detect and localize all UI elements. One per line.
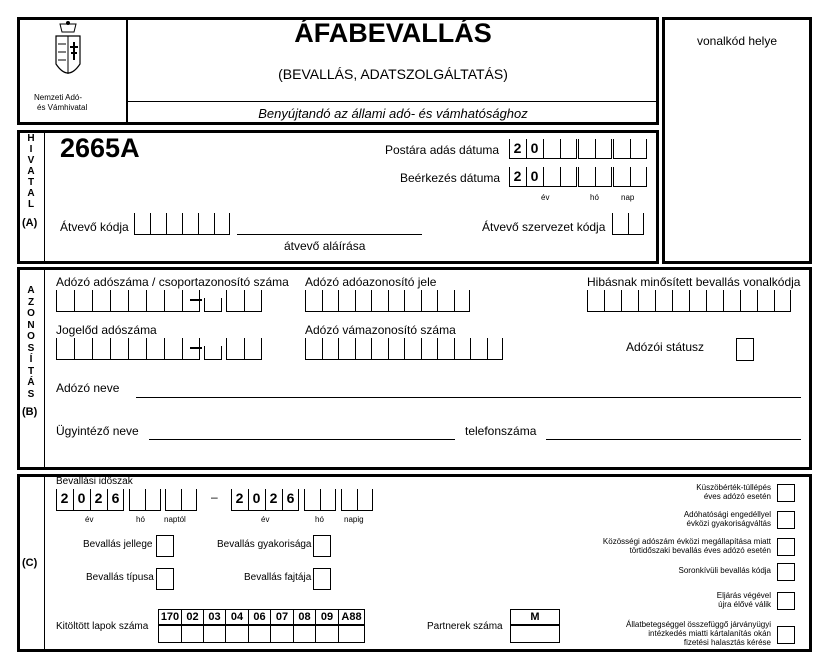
receiver-signature-label: átvevő aláírása (284, 239, 366, 253)
period-label: Bevallási időszak (56, 476, 133, 487)
date-year-cell-digit: 0 (530, 168, 539, 184)
tax-number-cell[interactable] (182, 290, 200, 312)
tax-id-cell[interactable] (421, 290, 438, 312)
tax-number-cell[interactable] (110, 290, 128, 312)
right-check-label: fizetési halasztás kérése (683, 638, 771, 647)
side-letter: S (27, 388, 35, 400)
submit-divider (127, 101, 657, 102)
error-barcode-cell[interactable] (689, 290, 706, 312)
predecessor-cell[interactable] (56, 338, 74, 360)
error-barcode-label: Hibásnak minősített bevallás vonalkódja (587, 275, 801, 289)
customs-id-cell[interactable] (322, 338, 339, 360)
period-to-day-cell[interactable] (341, 489, 357, 511)
receiver-code-cell[interactable] (150, 213, 166, 235)
tax-id-cell[interactable] (388, 290, 405, 312)
error-barcode-cell[interactable] (587, 290, 604, 312)
customs-id-cell[interactable] (305, 338, 322, 360)
period-to-month-label: hó (315, 515, 324, 524)
receiver-signature-line[interactable] (237, 234, 422, 235)
period-to-day-label: napig (344, 515, 364, 524)
predecessor-cell[interactable] (92, 338, 110, 360)
side-letter: L (27, 199, 35, 210)
customs-id-cell[interactable] (355, 338, 372, 360)
right-check-label: törtidőszaki bevallás éves adózó esetén (629, 546, 771, 555)
tax-number-region-cell[interactable] (244, 290, 262, 312)
customs-id-cell[interactable] (470, 338, 487, 360)
date-month-cell[interactable] (595, 167, 612, 187)
right-check-label: Állatbetegséggel összefüggő járványügyi (626, 620, 771, 629)
tax-id-cell[interactable] (322, 290, 339, 312)
tax-number-cell[interactable] (164, 290, 182, 312)
type-label: Bevallás típusa (86, 572, 154, 583)
error-barcode-cell[interactable] (638, 290, 655, 312)
tax-id-cell[interactable] (454, 290, 471, 312)
predecessor-check-cell[interactable] (204, 346, 222, 360)
predecessor-cell[interactable] (74, 338, 92, 360)
right-check-box[interactable] (777, 511, 795, 529)
tax-id-cell[interactable] (404, 290, 421, 312)
right-check-label: éves adózó esetén (703, 492, 771, 501)
predecessor-cell[interactable] (128, 338, 146, 360)
logo-text-2: és Vámhivatal (37, 103, 88, 112)
side-letter: A (27, 188, 35, 199)
period-from-year-cell-digit: 2 (94, 490, 103, 506)
postal-date-label: Postára adás dátuma (385, 143, 500, 157)
side-letter: I (29, 144, 33, 155)
period-from-month-cell[interactable] (145, 489, 161, 511)
error-barcode-cell[interactable] (757, 290, 774, 312)
arrival-date-label: Beérkezés dátuma (400, 171, 501, 185)
pages-number: 09 (315, 609, 339, 625)
right-check-label: évközi gyakoriságváltás (686, 519, 771, 528)
tax-id-cell[interactable] (338, 290, 355, 312)
date-day-cell[interactable] (613, 167, 630, 187)
receiver-org-code-cell[interactable] (612, 213, 628, 235)
phone-label: telefonszáma (465, 424, 537, 438)
period-to-year-cell-digit: 2 (269, 490, 278, 506)
receiver-code-cell[interactable] (166, 213, 182, 235)
section-a-code: (A) (22, 217, 38, 229)
error-barcode-cell[interactable] (723, 290, 740, 312)
receiver-code-cell[interactable] (214, 213, 230, 235)
pages-box[interactable] (203, 625, 226, 643)
date-year-cell[interactable] (543, 167, 560, 187)
period-from-year-label: év (85, 515, 94, 524)
period-from-month-cell[interactable] (129, 489, 145, 511)
error-barcode-cell[interactable] (604, 290, 621, 312)
side-letter: O (27, 308, 35, 319)
right-check-label: Eljárás végével (716, 591, 771, 600)
nature-box[interactable] (156, 535, 174, 557)
customs-id-cell[interactable] (388, 338, 405, 360)
date-month-cell[interactable] (595, 139, 612, 159)
barcode-place-label: vonalkód helye (696, 34, 778, 48)
right-check-label: Soronkívüli bevallás kódja (678, 566, 771, 575)
customs-id-cell[interactable] (454, 338, 471, 360)
right-check-box[interactable] (777, 538, 795, 556)
date-year-cell[interactable] (543, 139, 560, 159)
tax-dash (190, 299, 202, 301)
partners-box[interactable] (510, 625, 560, 643)
customs-id-cell[interactable] (338, 338, 355, 360)
tax-id-cell[interactable] (371, 290, 388, 312)
right-check-label: újra élővé válik (718, 600, 771, 609)
tax-id-cell[interactable] (355, 290, 372, 312)
side-letter: A (27, 285, 35, 296)
pages-box[interactable] (225, 625, 249, 643)
type-box[interactable] (156, 568, 174, 590)
receiver-org-code-label: Átvevő szervezet kódja (482, 220, 606, 234)
receiver-code-cell[interactable] (198, 213, 214, 235)
pages-box[interactable] (248, 625, 271, 643)
predecessor-cell[interactable] (146, 338, 164, 360)
right-check-box[interactable] (777, 626, 795, 644)
period-from-month-label: hó (136, 515, 145, 524)
side-letter: T (27, 177, 35, 188)
agent-name-label: Ügyintéző neve (56, 424, 139, 438)
period-from-day-cell[interactable] (181, 489, 197, 511)
receiver-code-label: Átvevő kódja (60, 220, 129, 234)
date-year-cell[interactable] (560, 167, 577, 187)
kind-label: Bevallás fajtája (244, 572, 312, 583)
side-letter: N (27, 319, 35, 331)
period-from-day-label: naptól (164, 515, 186, 524)
tax-number-check-cell[interactable] (204, 298, 222, 312)
tax-id-label: Adózó adóazonosító jele (305, 275, 437, 289)
period-to-year-cell-digit: 2 (235, 490, 244, 506)
pages-number: 06 (248, 609, 271, 625)
agent-name-line[interactable] (149, 439, 455, 440)
date-day-cell[interactable] (613, 139, 630, 159)
period-from-year-cell-digit: 0 (77, 490, 86, 506)
error-barcode-cell[interactable] (672, 290, 689, 312)
year-label: év (541, 193, 550, 202)
status-label: Adózói státusz (626, 340, 705, 354)
error-barcode-cell[interactable] (740, 290, 757, 312)
tax-id-cell[interactable] (305, 290, 322, 312)
right-check-box[interactable] (777, 592, 795, 610)
date-day-cell[interactable] (630, 167, 647, 187)
pages-box[interactable] (315, 625, 339, 643)
pages-box[interactable] (293, 625, 316, 643)
customs-id-cell[interactable] (404, 338, 421, 360)
tax-number-cell[interactable] (92, 290, 110, 312)
side-letter: A (27, 166, 35, 177)
tax-number-cell[interactable] (74, 290, 92, 312)
tax-number-cell[interactable] (146, 290, 164, 312)
receiver-code-cell[interactable] (182, 213, 198, 235)
side-letter: Á (27, 377, 35, 388)
taxpayer-name-label: Adózó neve (56, 381, 120, 395)
predecessor-label: Jogelőd adószáma (56, 323, 157, 337)
predecessor-region-cell[interactable] (226, 338, 244, 360)
tax-id-cell[interactable] (437, 290, 454, 312)
customs-id-cell[interactable] (437, 338, 454, 360)
period-to-year-cell-digit: 0 (252, 490, 261, 506)
pages-box[interactable] (270, 625, 294, 643)
side-letter: Z (27, 296, 35, 308)
predecessor-region-cell[interactable] (244, 338, 262, 360)
error-barcode-cell[interactable] (774, 290, 791, 312)
error-barcode-cell[interactable] (621, 290, 638, 312)
pages-number: A88 (338, 609, 365, 625)
section-b-divider (44, 267, 45, 470)
predecessor-dash (190, 347, 202, 349)
period-from-year-cell-digit: 6 (111, 490, 120, 506)
section-c-code: (C) (22, 557, 38, 569)
nature-label: Bevallás jellege (83, 539, 153, 550)
phone-line[interactable] (546, 439, 801, 440)
partners-label: Partnerek száma (427, 621, 503, 632)
error-barcode-cell[interactable] (706, 290, 723, 312)
day-label: nap (621, 193, 635, 202)
form-code: 2665A (60, 133, 140, 163)
pages-number: 04 (225, 609, 249, 625)
side-letter: Í (29, 354, 33, 365)
date-month-cell[interactable] (578, 139, 595, 159)
period-to-year-label: év (261, 515, 270, 524)
right-check-box[interactable] (777, 563, 795, 581)
frequency-label: Bevallás gyakorisága (217, 539, 312, 550)
customs-id-label: Adózó vámazonosító száma (305, 323, 456, 337)
period-from-year-cell-digit: 2 (60, 490, 69, 506)
period-to-month-cell[interactable] (320, 489, 336, 511)
date-day-cell[interactable] (630, 139, 647, 159)
kind-box[interactable] (313, 568, 331, 590)
tax-number-cell[interactable] (128, 290, 146, 312)
side-letter: S (27, 342, 35, 354)
right-check-label: Adóhatósági engedéllyel (683, 510, 771, 519)
tax-number-cell[interactable] (56, 290, 74, 312)
side-letter: O (27, 331, 35, 342)
status-box[interactable] (736, 338, 754, 361)
partners-code: M (510, 609, 560, 625)
date-year-cell-digit: 2 (513, 140, 522, 156)
pages-box[interactable] (158, 625, 182, 643)
section-c-divider (44, 474, 45, 652)
pages-number: 03 (203, 609, 226, 625)
pages-box[interactable] (181, 625, 204, 643)
error-barcode-cell[interactable] (655, 290, 672, 312)
right-check-label: Küszöbérték-túllépés (696, 483, 771, 492)
page-subtitle: (BEVALLÁS, ADATSZOLGÁLTATÁS) (278, 66, 508, 82)
right-check-box[interactable] (777, 484, 795, 502)
receiver-org-code-cell[interactable] (628, 213, 644, 235)
logo-text-1: Nemzeti Adó- (34, 93, 83, 102)
pages-number: 170 (158, 609, 182, 625)
taxpayer-name-line[interactable] (136, 397, 801, 398)
pages-number: 07 (270, 609, 294, 625)
section-a-divider (44, 130, 45, 264)
period-to-day-cell[interactable] (357, 489, 373, 511)
barcode-box (662, 17, 812, 264)
predecessor-cell[interactable] (182, 338, 200, 360)
side-letter: H (27, 133, 35, 144)
customs-id-cell[interactable] (487, 338, 504, 360)
period-from-day-cell[interactable] (165, 489, 181, 511)
period-to-month-cell[interactable] (304, 489, 320, 511)
pages-number: 02 (181, 609, 204, 625)
date-year-cell-digit: 0 (530, 140, 539, 156)
customs-id-cell[interactable] (371, 338, 388, 360)
pages-label: Kitöltött lapok száma (56, 621, 149, 632)
side-letter: T (27, 365, 35, 377)
pages-box[interactable] (338, 625, 365, 643)
receiver-code-cell[interactable] (134, 213, 150, 235)
section-b-code: (B) (22, 406, 38, 418)
predecessor-cell[interactable] (110, 338, 128, 360)
pages-number: 08 (293, 609, 316, 625)
side-letter: V (27, 155, 35, 166)
submit-to-text: Benyújtandó az állami adó- és vámhatósághoz (258, 106, 528, 121)
tax-number-region-cell[interactable] (226, 290, 244, 312)
right-check-label: intézkedés miatti kártalanítás okán (648, 629, 771, 638)
period-dash: – (211, 490, 218, 504)
customs-id-cell[interactable] (421, 338, 438, 360)
date-month-cell[interactable] (578, 167, 595, 187)
coat-of-arms-icon (50, 20, 86, 90)
frequency-box[interactable] (313, 535, 331, 557)
predecessor-cell[interactable] (164, 338, 182, 360)
page-title: ÁFABEVALLÁS (294, 18, 492, 48)
month-label: hó (590, 193, 599, 202)
date-year-cell[interactable] (560, 139, 577, 159)
period-to-year-cell-digit: 6 (286, 490, 295, 506)
date-year-cell-digit: 2 (513, 168, 522, 184)
right-check-label: Közösségi adószám évközi megállapítása miatt (602, 537, 771, 546)
tax-number-label: Adózó adószáma / csoportazonosító száma (56, 275, 289, 289)
